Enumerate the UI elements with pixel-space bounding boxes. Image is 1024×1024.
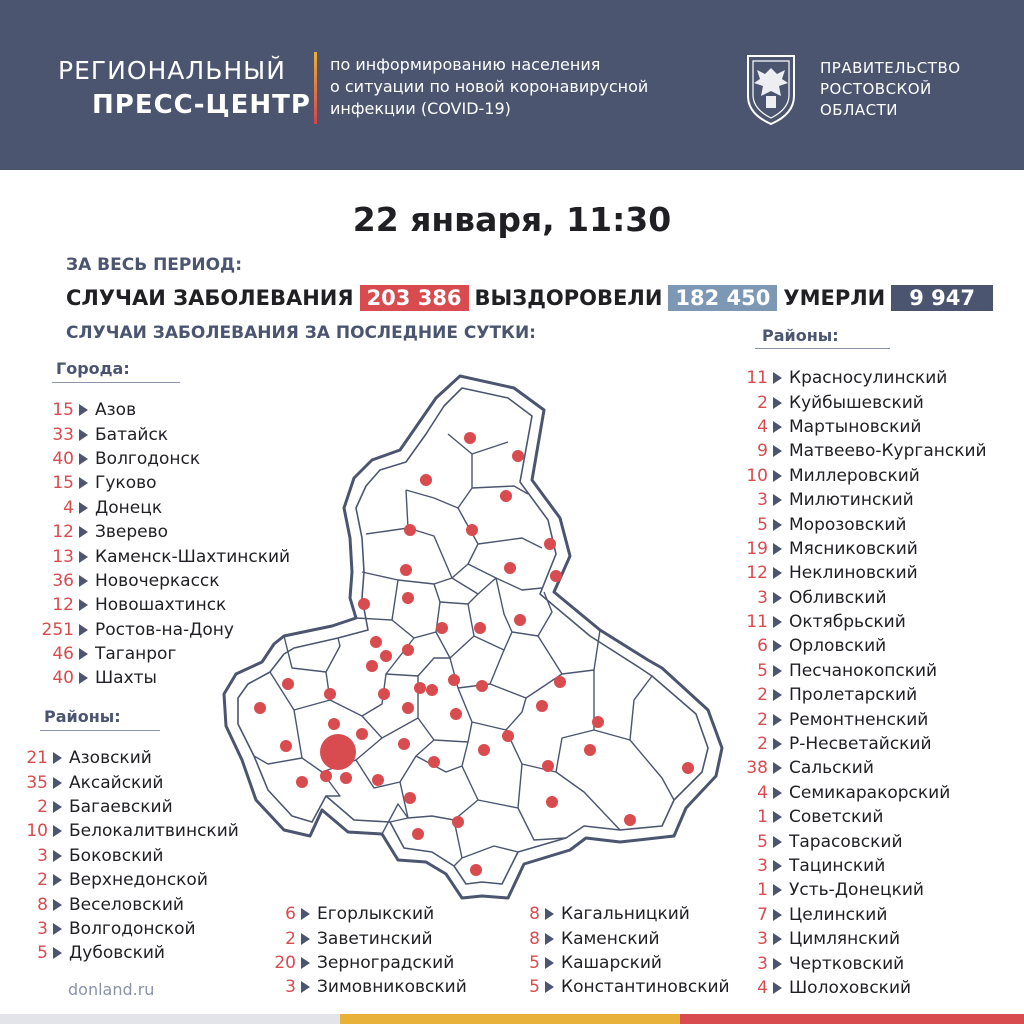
place-name: Каменский	[561, 928, 660, 949]
triangle-bullet-icon	[53, 874, 62, 886]
case-count: 7	[757, 904, 768, 925]
case-count: 11	[746, 368, 768, 389]
triangle-bullet-icon	[773, 665, 782, 677]
recovered-value: 182 450	[668, 285, 777, 311]
case-count: 40	[52, 668, 74, 689]
case-marker	[474, 622, 486, 634]
list-item	[734, 415, 987, 439]
list-item	[734, 537, 987, 561]
died-label: УМЕРЛИ	[783, 286, 886, 310]
triangle-bullet-icon	[773, 884, 782, 896]
place-name: Кагальницкий	[561, 904, 690, 925]
triangle-bullet-icon	[773, 762, 782, 774]
list-item	[734, 976, 987, 1000]
list-item	[734, 464, 987, 488]
case-marker	[550, 570, 562, 582]
case-count: 6	[757, 636, 768, 657]
triangle-bullet-icon	[79, 502, 88, 514]
triangle-bullet-icon	[79, 599, 88, 611]
place-name: Неклиновский	[789, 563, 918, 584]
triangle-bullet-icon	[773, 958, 782, 970]
header-banner	[0, 0, 1024, 170]
header-title-line1: РЕГИОНАЛЬНЫЙ	[58, 56, 286, 85]
case-marker	[320, 734, 356, 770]
case-count: 8	[529, 904, 540, 925]
case-count: 15	[52, 473, 74, 494]
triangle-bullet-icon	[773, 836, 782, 848]
place-name: Морозовский	[789, 514, 907, 535]
place-name: Аксайский	[69, 772, 164, 793]
triangle-bullet-icon	[773, 592, 782, 604]
case-marker	[502, 730, 514, 742]
region-map	[222, 368, 732, 908]
header-subtitle-line3: инфекции (COVID-19)	[330, 99, 511, 118]
districts-mid1-list	[262, 902, 467, 1000]
triangle-bullet-icon	[79, 526, 88, 538]
case-marker	[542, 760, 554, 772]
place-name: Белокалитвинский	[69, 821, 239, 842]
case-marker	[466, 524, 478, 536]
list-item	[734, 659, 987, 683]
case-marker	[404, 792, 416, 804]
case-count: 12	[746, 563, 768, 584]
triangle-bullet-icon	[79, 648, 88, 660]
list-item	[734, 805, 987, 829]
case-marker	[546, 796, 558, 808]
case-marker	[478, 744, 490, 756]
case-count: 40	[52, 448, 74, 469]
case-count: 10	[746, 465, 768, 486]
header-subtitle-line2: о ситуации по новой коронавирусной	[330, 77, 649, 96]
triangle-bullet-icon	[773, 470, 782, 482]
case-marker	[356, 728, 368, 740]
triangle-bullet-icon	[53, 801, 62, 813]
case-marker	[320, 770, 332, 782]
triangle-bullet-icon	[773, 689, 782, 701]
triangle-bullet-icon	[79, 575, 88, 587]
districts-right-underline	[755, 348, 890, 349]
case-count: 15	[52, 400, 74, 421]
triangle-bullet-icon	[773, 714, 782, 726]
place-name: Азовский	[69, 748, 152, 769]
triangle-bullet-icon	[773, 543, 782, 555]
case-count: 2	[757, 734, 768, 755]
case-marker	[592, 716, 604, 728]
case-count: 5	[757, 660, 768, 681]
case-count: 8	[37, 894, 48, 915]
place-name: Куйбышевский	[789, 392, 924, 413]
government-label	[820, 58, 961, 121]
place-name: Багаевский	[69, 796, 173, 817]
case-marker	[380, 650, 392, 662]
case-marker	[340, 772, 352, 784]
case-marker	[476, 680, 488, 692]
case-count: 2	[37, 870, 48, 891]
triangle-bullet-icon	[545, 908, 554, 920]
gov-line2: РОСТОВСКОЙ	[820, 80, 932, 98]
case-count: 46	[52, 644, 74, 665]
case-count: 3	[757, 929, 768, 950]
districts-right-list	[734, 366, 987, 1000]
case-marker	[402, 644, 414, 656]
list-item	[14, 844, 239, 868]
triangle-bullet-icon	[545, 957, 554, 969]
cities-heading: Города:	[56, 359, 130, 378]
place-name: Усть-Донецкий	[789, 880, 924, 901]
place-name: Тарасовский	[789, 831, 903, 852]
case-marker	[296, 776, 308, 788]
recovered-label: ВЫЗДОРОВЕЛИ	[474, 286, 663, 310]
triangle-bullet-icon	[53, 777, 62, 789]
case-marker	[464, 432, 476, 444]
list-item	[734, 586, 987, 610]
triangle-bullet-icon	[773, 494, 782, 506]
case-marker	[514, 614, 526, 626]
case-marker	[402, 702, 414, 714]
triangle-bullet-icon	[773, 640, 782, 652]
case-marker	[412, 828, 424, 840]
case-count: 3	[757, 953, 768, 974]
case-count: 3	[37, 845, 48, 866]
case-count: 8	[529, 928, 540, 949]
place-name: Пролетарский	[789, 685, 918, 706]
triangle-bullet-icon	[773, 445, 782, 457]
case-marker	[436, 622, 448, 634]
header-divider	[314, 52, 317, 124]
place-name: Гуково	[95, 473, 157, 494]
place-name: Новочеркасск	[95, 570, 220, 591]
list-item	[262, 926, 467, 950]
case-count: 1	[757, 880, 768, 901]
case-count: 2	[37, 796, 48, 817]
list-item	[14, 917, 239, 941]
header-subtitle	[330, 54, 730, 120]
list-item	[734, 829, 987, 853]
list-item	[734, 951, 987, 975]
place-name: Красносулинский	[789, 368, 948, 389]
case-count: 35	[26, 772, 48, 793]
place-name: Цимлянский	[789, 929, 900, 950]
triangle-bullet-icon	[773, 982, 782, 994]
case-count: 5	[529, 977, 540, 998]
place-name: Советский	[789, 807, 884, 828]
case-count: 5	[37, 943, 48, 964]
place-name: Верхнедонской	[69, 870, 208, 891]
case-marker	[398, 738, 410, 750]
place-name: Боковский	[69, 845, 164, 866]
triangle-bullet-icon	[53, 825, 62, 837]
case-count: 3	[757, 856, 768, 876]
list-item	[506, 951, 730, 975]
died-value: 9 947	[891, 285, 993, 311]
list-item	[734, 610, 987, 634]
place-name: Обливский	[789, 587, 887, 608]
case-count: 21	[26, 748, 48, 769]
case-count: 5	[757, 514, 768, 535]
place-name: Ремонтненский	[789, 709, 929, 730]
place-name: Дубовский	[69, 943, 165, 964]
list-item	[734, 439, 987, 463]
list-item	[734, 732, 987, 756]
case-count: 10	[26, 821, 48, 842]
case-marker	[280, 740, 292, 752]
place-name: Сальский	[789, 758, 874, 779]
districts-heading-right: Районы:	[762, 326, 839, 345]
place-name: Батайск	[95, 424, 169, 445]
cases-label: СЛУЧАИ ЗАБОЛЕВАНИЯ	[66, 286, 354, 310]
triangle-bullet-icon	[79, 429, 88, 441]
case-count: 2	[757, 709, 768, 730]
list-item	[14, 746, 239, 770]
case-count: 5	[529, 952, 540, 973]
case-marker	[254, 702, 266, 714]
triangle-bullet-icon	[79, 551, 88, 563]
triangle-bullet-icon	[53, 850, 62, 862]
place-name: Чертковский	[789, 953, 905, 974]
triangle-bullet-icon	[53, 947, 62, 959]
case-marker	[624, 814, 636, 826]
case-count: 4	[757, 977, 768, 998]
case-marker	[324, 688, 336, 700]
triangle-bullet-icon	[773, 909, 782, 921]
case-count: 33	[52, 424, 74, 445]
case-count: 2	[757, 392, 768, 413]
place-name: Заветинский	[317, 928, 433, 949]
triangle-bullet-icon	[545, 933, 554, 945]
case-marker	[328, 718, 340, 730]
triangle-bullet-icon	[301, 933, 310, 945]
place-name: Мясниковский	[789, 538, 918, 559]
case-count: 3	[757, 490, 768, 511]
triangle-bullet-icon	[773, 860, 782, 872]
place-name: Тацинский	[789, 856, 886, 876]
case-count: 11	[746, 612, 768, 633]
case-count: 4	[757, 416, 768, 437]
list-item	[734, 366, 987, 390]
place-name: Зерноградский	[317, 952, 455, 973]
list-item	[734, 683, 987, 707]
triangle-bullet-icon	[773, 421, 782, 433]
case-count: 3	[37, 918, 48, 939]
case-count: 2	[757, 685, 768, 706]
list-item	[734, 390, 987, 414]
triangle-bullet-icon	[773, 567, 782, 579]
place-name: Мартыновский	[789, 416, 922, 437]
list-item	[14, 892, 239, 916]
triangle-bullet-icon	[53, 899, 62, 911]
case-count: 4	[757, 782, 768, 803]
triangle-bullet-icon	[773, 811, 782, 823]
case-marker	[378, 688, 390, 700]
cases-value: 203 386	[360, 285, 469, 311]
place-name: Милютинский	[789, 490, 914, 511]
case-marker	[536, 700, 548, 712]
triangle-bullet-icon	[79, 624, 88, 636]
districts-left-list	[14, 746, 239, 966]
place-name: Р-Несветайский	[789, 734, 932, 755]
triangle-bullet-icon	[773, 519, 782, 531]
last-day-label: СЛУЧАИ ЗАБОЛЕВАНИЯ ЗА ПОСЛЕДНИЕ СУТКИ:	[66, 323, 536, 343]
case-marker	[366, 660, 378, 672]
place-name: Ростов-на-Дону	[95, 619, 234, 640]
case-markers	[254, 432, 694, 876]
case-marker	[420, 474, 432, 486]
case-count: 38	[746, 758, 768, 779]
place-name: Песчанокопский	[789, 660, 938, 681]
list-item	[734, 903, 987, 927]
list-item	[506, 975, 730, 999]
triangle-bullet-icon	[79, 477, 88, 489]
case-marker	[584, 744, 596, 756]
place-name: Матвеево-Курганский	[789, 441, 987, 462]
triangle-bullet-icon	[773, 372, 782, 384]
triangle-bullet-icon	[545, 981, 554, 993]
place-name: Веселовский	[69, 894, 184, 915]
list-item	[734, 781, 987, 805]
place-name: Зверево	[95, 522, 169, 543]
place-name: Таганрог	[95, 644, 177, 665]
case-marker	[370, 636, 382, 648]
case-marker	[414, 682, 426, 694]
cities-heading-underline	[52, 382, 180, 383]
list-item	[14, 819, 239, 843]
list-item	[734, 756, 987, 780]
list-item	[14, 868, 239, 892]
case-count: 4	[63, 497, 74, 518]
case-marker	[426, 684, 438, 696]
case-count: 3	[285, 977, 296, 998]
list-item	[734, 878, 987, 902]
bottom-color-bar	[0, 1014, 1024, 1024]
header-title-line2: ПРЕСС-ЦЕНТР	[92, 90, 311, 120]
case-marker	[512, 450, 524, 462]
triangle-bullet-icon	[53, 752, 62, 764]
header-subtitle-line1: по информированию населения	[330, 55, 601, 74]
case-marker	[500, 490, 512, 502]
coat-of-arms-icon	[738, 52, 804, 126]
triangle-bullet-icon	[79, 453, 88, 465]
place-name: Целинский	[789, 904, 888, 925]
case-count: 12	[52, 522, 74, 543]
case-marker	[400, 564, 412, 576]
triangle-bullet-icon	[79, 404, 88, 416]
triangle-bullet-icon	[301, 957, 310, 969]
list-item	[734, 707, 987, 731]
case-count: 12	[52, 595, 74, 616]
case-marker	[470, 864, 482, 876]
list-item	[734, 488, 987, 512]
place-name: Егорлыкский	[317, 904, 435, 925]
districts-left-underline	[40, 730, 160, 731]
case-marker	[544, 538, 556, 550]
triangle-bullet-icon	[301, 981, 310, 993]
place-name: Кашарский	[561, 952, 662, 973]
districts-mid2-list	[506, 902, 730, 1000]
case-count: 251	[41, 619, 74, 640]
case-count: 9	[757, 441, 768, 462]
place-name: Семикаракорский	[789, 782, 951, 803]
place-name: Новошахтинск	[95, 595, 227, 616]
list-item	[734, 561, 987, 585]
case-marker	[402, 592, 414, 604]
list-item	[506, 926, 730, 950]
footer-site-url[interactable]: donland.ru	[68, 980, 155, 999]
case-count: 5	[757, 831, 768, 852]
case-count: 13	[52, 546, 74, 567]
place-name: Шахты	[95, 668, 157, 689]
case-count: 2	[285, 928, 296, 949]
place-name: Волгодонск	[95, 448, 201, 469]
place-name: Шолоховский	[789, 977, 912, 998]
list-item	[262, 975, 467, 999]
case-count: 36	[52, 570, 74, 591]
triangle-bullet-icon	[773, 616, 782, 628]
place-name: Волгодонской	[69, 918, 196, 939]
case-marker	[452, 816, 464, 828]
case-marker	[282, 678, 294, 690]
case-marker	[554, 676, 566, 688]
gov-line1: ПРАВИТЕЛЬСТВО	[820, 59, 961, 77]
triangle-bullet-icon	[773, 933, 782, 945]
case-marker	[682, 762, 694, 774]
triangle-bullet-icon	[773, 787, 782, 799]
period-label: ЗА ВЕСЬ ПЕРИОД:	[66, 255, 242, 275]
case-count: 19	[746, 538, 768, 559]
list-item	[734, 854, 987, 878]
case-marker	[372, 774, 384, 786]
report-date: 22 января, 11:30	[352, 200, 672, 239]
case-count: 20	[274, 952, 296, 973]
list-item	[734, 512, 987, 536]
list-item	[14, 795, 239, 819]
list-item	[14, 941, 239, 965]
case-count: 1	[757, 807, 768, 828]
place-name: Константиновский	[561, 977, 730, 998]
case-count: 6	[285, 904, 296, 925]
triangle-bullet-icon	[773, 738, 782, 750]
case-marker	[448, 674, 460, 686]
place-name: Донецк	[95, 497, 163, 518]
place-name: Зимовниковский	[317, 977, 467, 998]
districts-heading-left: Районы:	[44, 707, 121, 726]
triangle-bullet-icon	[53, 923, 62, 935]
case-marker	[358, 598, 370, 610]
gov-line3: ОБЛАСТИ	[820, 101, 898, 119]
triangle-bullet-icon	[301, 908, 310, 920]
totals-row	[66, 282, 999, 314]
triangle-bullet-icon	[79, 672, 88, 684]
list-item	[262, 951, 467, 975]
list-item	[734, 634, 987, 658]
case-marker	[404, 524, 416, 536]
place-name: Октябрьский	[789, 612, 906, 633]
case-count: 3	[757, 587, 768, 608]
place-name: Азов	[95, 400, 137, 421]
place-name: Орловский	[789, 636, 887, 657]
list-item	[14, 770, 239, 794]
case-marker	[504, 562, 516, 574]
place-name: Каменск-Шахтинский	[95, 546, 291, 567]
list-item	[734, 927, 987, 951]
place-name: Миллеровский	[789, 465, 920, 486]
case-marker	[450, 708, 462, 720]
triangle-bullet-icon	[773, 397, 782, 409]
case-marker	[428, 756, 440, 768]
